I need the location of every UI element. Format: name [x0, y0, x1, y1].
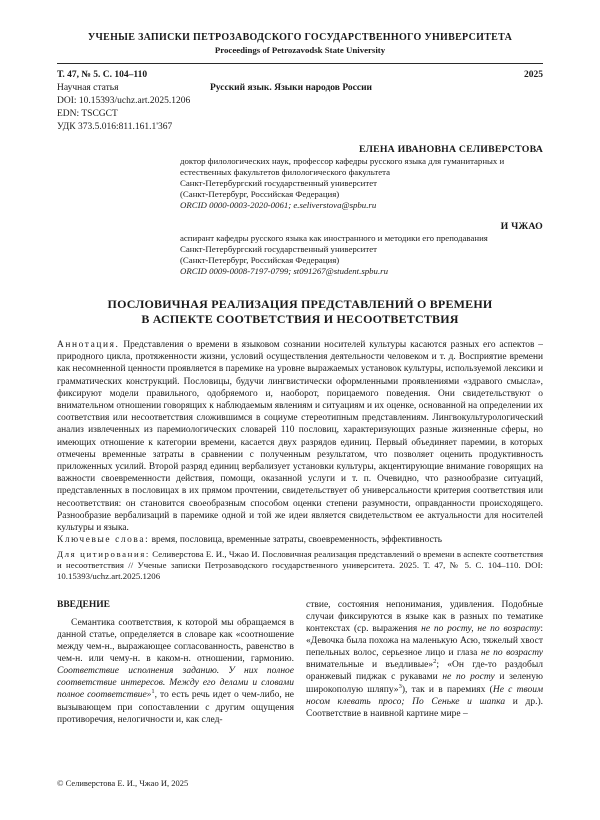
- publication-year: 2025: [524, 70, 543, 80]
- author-1-name: ЕЛЕНА ИВАНОВНА СЕЛИВЕРСТОВА: [359, 144, 543, 155]
- keywords-label: Ключевые слова:: [57, 535, 150, 546]
- left-column-paragraph: Семантика соответствия, к которой мы обращаемся в данной статье, определяется в словаре как «соотношение между чем-н., выражающее согласованность, равенство в чем-н. или чему-н. в каком-н. отношении, гармонию. Соответствие исполнения заданию. У них полное соответствие интересов. Между его делами и словами полное соответствие»$^1$, то есть речь идет о чем-либо, не вызывающем при сопоставлении с другим ощущения противоречия, нелогичности и, как след-: [57, 617, 294, 725]
- author-2-details: [180, 233, 543, 277]
- keywords: [57, 534, 543, 546]
- abstract-label: Аннотация.: [57, 340, 120, 350]
- author-1: [57, 143, 543, 211]
- article-title-line-2: В АСПЕКТЕ СООТВЕТСТВИЯ И НЕСООТВЕТСТВИЯ: [141, 312, 459, 326]
- journal-name-ru: УЧЕНЫЕ ЗАПИСКИ ПЕТРОЗАВОДСКОГО ГОСУДАРСТВЕННОГО УНИВЕРСИТЕТА: [87, 32, 513, 43]
- author-1-position: доктор филологических наук, профессор кафедры русского языка для гуманитарных и естественных факультетов филологического факультета: [180, 156, 505, 177]
- article-udc: УДК 373.5.016:811.161.1'367: [57, 122, 173, 132]
- citation-label: Для цитирования:: [57, 549, 150, 560]
- article-edn: EDN: TSCGCT: [57, 109, 118, 119]
- article-meta: [57, 69, 543, 134]
- journal-name-en: Proceedings of Petrozavodsk State University: [214, 45, 386, 55]
- article-body: [57, 599, 543, 726]
- author-2-name: И ЧЖАО: [500, 221, 543, 232]
- author-1-university: Санкт-Петербургский государственный университет: [180, 178, 377, 188]
- author-2-city: (Санкт-Петербург, Российская Федерация): [180, 255, 340, 265]
- author-1-details: [180, 156, 543, 211]
- article-type: Научная статья: [57, 83, 119, 93]
- volume-pages: Т. 47, № 5. С. 104–110: [57, 70, 148, 80]
- abstract-text: Представления о времени в языковом сознании носителей культуры касаются разных его аспектов – природного цикла, протяженности жизни, условий осуществления деятельности человеком и т. д. Восприятие времени как несомненной ценности проявляется в паремике на уровне выражаемых установок культуры, используемой лексики и грамматических конструкций. Пословицы, будучи лингвистически оформленными проявлениями «здравого смысла», фиксируют модели правильного, одобряемого и, наоборот, порицаемого поведения. Они свидетельствуют о внимательном отношении говорящих к наблюдаемым явлениям и ситуациям и их оценке, основанной на определении их соответствия или несоответствия сложившимся в социуме стереотипным представлениям. Лингвокультурологический анализ извлеченных из паремиологических словарей 110 пословиц, характеризующих разные жизненные сферы, но имеющих отношение к категории времени, касается двух разрядов единиц. Первый объединяет паремии, в которых отмечены временные затраты в сравнении с полученным результатом, что позволяет оценить продуктивность приложенных усилий. Второй разряд единиц вербализует установки культуры, акцентирующие внимание говорящих на важности своевременности действия, помощи, оказанной услуги и т. п. Очевидно, что разнообразие ситуаций, представленных в пословицах в их прямом прочтении, свидетельствует об универсальности критерия соответствия или несоответствия: он становится своеобразным способом оценки степени разумности, оправданности происходящего. Разнообразие вербализаций в паремике одной и той же идеи является свидетельством ее актуальности для носителей культуры и языка.: [57, 340, 543, 534]
- journal-section: Русский язык. Языки народов России: [210, 83, 373, 93]
- left-column: [57, 599, 294, 726]
- section-heading-introduction: ВВЕДЕНИЕ: [57, 599, 110, 610]
- right-column: [306, 599, 543, 726]
- citation-text: Селиверстова Е. И., Чжао И. Пословичная реализация представлений о времени в аспекте соответствия и несоответствия // Ученые записки Петрозаводского государственного университета. 2025. Т. 47, № 5. С. 104–110. DOI: 10.15393/uchz.art.2025.1206: [57, 549, 543, 582]
- authors-block: [57, 143, 543, 277]
- header-rule: [57, 63, 543, 64]
- right-column-paragraph: ствие, состояния непонимания, удивления. Подобные случаи фиксируются в языке как в разных по тематике контекстах (ср. выражения не по росту, не по возрасту: «Девочка была похожа на маленькую Асю, тяжелый хвост пепельных волос, серьезное лицо и глаза не по возрасту внимательные и въедливые»$^2$; «Он где-то раздобыл оранжевый пиджак с рукавами не по росту и зеленую широкополую шляпу»$^3$), так и в паремиях (Не с твоим носом клевать просо; По Сеньке и шапка и др.). Соответствие в наивной картине мире –: [306, 599, 544, 719]
- abstract: [57, 339, 543, 534]
- author-2-orcid-email: ORCID 0009-0008-7197-0799; st091267@student.spbu.ru: [180, 266, 388, 276]
- author-1-orcid-email: ORCID 0000-0003-2020-0061; e.seliverstova@spbu.ru: [180, 200, 377, 210]
- article-title: [57, 297, 543, 327]
- author-1-city: (Санкт-Петербург, Российская Федерация): [180, 189, 340, 199]
- copyright-notice: © Селиверстова Е. И., Чжао И, 2025: [57, 778, 189, 788]
- citation: [57, 549, 543, 581]
- meta-volume-row: [57, 69, 543, 82]
- author-2-university: Санкт-Петербургский государственный университет: [180, 244, 377, 254]
- article-doi: DOI: 10.15393/uchz.art.2025.1206: [57, 96, 191, 106]
- author-2-position: аспирант кафедры русского языка как иностранного и методики его преподавания: [180, 233, 488, 243]
- author-2: [57, 220, 543, 277]
- keywords-text: время, пословица, временные затраты, своевременность, эффективность: [149, 535, 443, 546]
- article-title-line-1: ПОСЛОВИЧНАЯ РЕАЛИЗАЦИЯ ПРЕДСТАВЛЕНИЙ О ВРЕМЕНИ: [107, 297, 493, 311]
- meta-type-row: [57, 82, 543, 95]
